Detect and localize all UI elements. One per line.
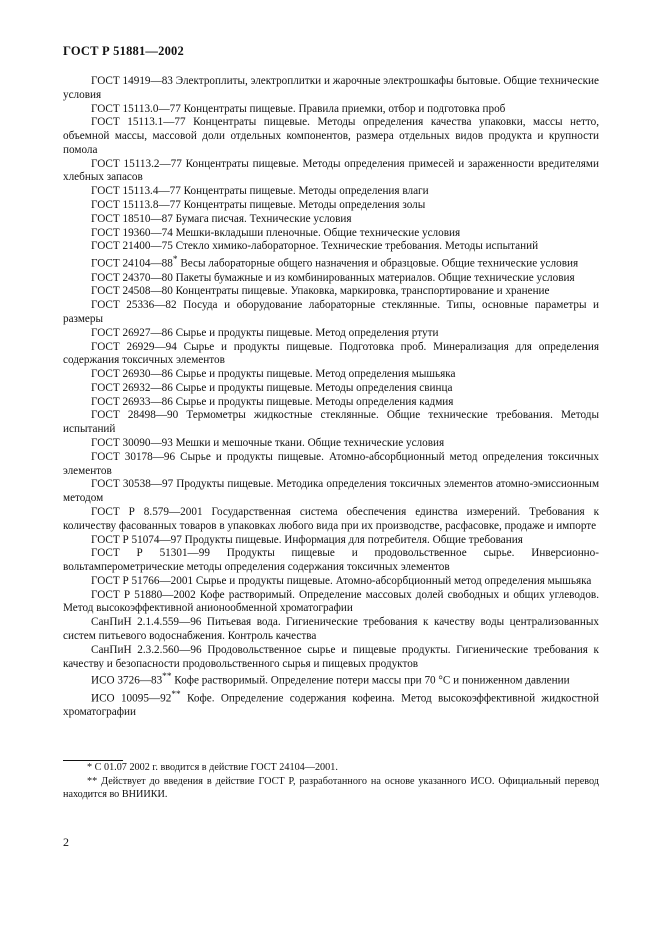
reference-code: ГОСТ 19360—74	[91, 226, 173, 239]
reference-item	[63, 227, 599, 241]
reference-item	[63, 644, 599, 672]
reference-title: Продовольственное сырье и пищевые продукты. Гигиенические требования к качеству и безопасности продовольственного сырья и пищевых продуктов	[63, 643, 599, 670]
reference-title: Кофе растворимый. Определение массовых долей свободных и общих углеводов. Метод высокоэффективной анионообменной хроматографии	[63, 588, 600, 615]
reference-title: Посуда и оборудование лабораторные стеклянные. Типы, основные параметры и размеры	[63, 299, 600, 326]
reference-code: ГОСТ Р 8.579—2001	[91, 505, 203, 518]
reference-title: Продукты пищевые и продовольственное сырье. Инверсионно-вольтамперометрические методы определения содержания токсичных элементов	[63, 547, 599, 574]
reference-code: ГОСТ 24370—80	[91, 271, 173, 284]
reference-title: Мешки и мешочные ткани. Общие технические условия	[175, 437, 445, 450]
reference-code: ГОСТ 15113.2—77	[91, 157, 182, 170]
reference-item	[63, 478, 599, 506]
reference-code: ГОСТ Р 51766—2001	[91, 574, 194, 587]
reference-code: ГОСТ 21400—75	[91, 240, 173, 253]
reference-item	[63, 75, 599, 103]
reference-code: ГОСТ 18510—87	[91, 212, 173, 225]
reference-item	[63, 575, 599, 589]
footnote-2: ** Действует до введения в действие ГОСТ Р, разработанного на основе указанного ИСО. Официальный перевод находится во ВНИИКИ.	[63, 776, 599, 800]
reference-item	[63, 616, 599, 644]
reference-code: ГОСТ Р 51074—97	[91, 533, 182, 546]
reference-code: ГОСТ 15113.1—77	[91, 116, 186, 129]
reference-title: Концентраты пищевые. Упаковка, маркировка, транспортирование и хранение	[175, 285, 550, 298]
reference-code: ИСО 3726—83	[91, 675, 163, 688]
footnote-marker: **	[162, 672, 172, 683]
reference-title: Пакеты бумажные и из комбинированных материалов. Общие технические условия	[175, 271, 575, 284]
footnote-marker: **	[171, 689, 181, 700]
reference-item	[63, 506, 599, 534]
reference-title: Сырье и продукты пищевые. Метод определения мышьяка	[175, 368, 456, 381]
reference-title: Концентраты пищевые. Правила приемки, отбор и подготовка проб	[183, 102, 506, 115]
reference-title: Весы лабораторные общего назначения и образцовые. Общие технические условия	[180, 257, 579, 270]
reference-item	[63, 451, 599, 479]
footnote-marker: *	[172, 255, 178, 266]
reference-title: Бумага писчая. Технические условия	[175, 212, 352, 225]
reference-title: Сырье и продукты пищевые. Атомно-абсорбционный метод определения токсичных элементов	[63, 450, 599, 477]
reference-code: ГОСТ 24508—80	[91, 285, 173, 298]
reference-item	[63, 589, 599, 617]
reference-title: Продукты пищевые. Методика определения токсичных элементов атомно-эмиссионным методом	[63, 478, 600, 505]
reference-title: Государственная система обеспечения единства измерений. Требования к количеству фасованных товаров в упаковках любого вида при их производстве, расфасовке, продаже и импорте	[63, 505, 600, 532]
reference-code: ГОСТ Р 51880—2002	[91, 588, 196, 601]
reference-code: СанПиН 2.3.2.560—96	[91, 643, 202, 656]
reference-title: Термометры жидкостные стеклянные. Общие технические требования. Методы испытаний	[63, 409, 599, 436]
reference-code: ГОСТ 30178—96	[91, 450, 176, 463]
reference-title: Концентраты пищевые. Методы определения влаги	[183, 185, 429, 198]
reference-title: Концентраты пищевые. Методы определения золы	[183, 199, 426, 212]
reference-item	[63, 213, 599, 227]
reference-item	[63, 116, 599, 157]
reference-item	[63, 327, 599, 341]
reference-title: Мешки-вкладыши пленочные. Общие технические условия	[175, 226, 461, 239]
reference-title: Кофе растворимый. Определение потери массы при 70 °С и пониженном давлении	[174, 675, 570, 688]
reference-code: ГОСТ 26933—86	[91, 395, 173, 408]
reference-code: ГОСТ 26929—94	[91, 340, 177, 353]
reference-item	[63, 547, 599, 575]
reference-title: Концентраты пищевые. Методы определения примесей и зараженности вредителями хлебных запасов	[63, 157, 600, 184]
reference-item	[63, 240, 599, 254]
reference-item	[63, 254, 599, 272]
reference-item	[63, 272, 599, 286]
reference-title: Продукты пищевые. Информация для потребителя. Общие требования	[184, 533, 523, 546]
reference-title: Концентраты пищевые. Методы определения качества упаковки, массы нетто, объемной массы, массовой доли отдельных компонентов, размера отдельных видов продукта и крупности помола	[63, 116, 599, 156]
reference-item	[63, 103, 599, 117]
reference-title: Стекло химико-лабораторное. Технические требования. Методы испытаний	[175, 240, 539, 253]
reference-item	[63, 382, 599, 396]
reference-code: ГОСТ 15113.8—77	[91, 199, 181, 212]
reference-item	[63, 437, 599, 451]
reference-item	[63, 158, 599, 186]
reference-item	[63, 185, 599, 199]
reference-code: ГОСТ 30538—97	[91, 478, 174, 491]
reference-item	[63, 368, 599, 382]
reference-code: ГОСТ 15113.0—77	[91, 102, 181, 115]
reference-code: ГОСТ 14919—83	[91, 75, 173, 87]
reference-code: СанПиН 2.1.4.559—96	[91, 616, 202, 629]
reference-title: Сырье и продукты пищевые. Метод определения ртути	[175, 326, 439, 339]
reference-item	[63, 671, 599, 689]
page-number: 2	[63, 835, 69, 849]
reference-code: ГОСТ 28498—90	[91, 409, 179, 422]
reference-code: ГОСТ Р 51301—99	[91, 547, 210, 560]
reference-title: Кофе. Определение содержания кофеина. Метод высокоэффективной жидкостной хроматографии	[63, 692, 600, 719]
reference-item	[63, 299, 599, 327]
reference-title: Электроплиты, электроплитки и жарочные электрошкафы бытовые. Общие технические условия	[63, 75, 600, 101]
reference-item	[63, 199, 599, 213]
reference-code: ГОСТ 24104—88	[91, 257, 173, 270]
reference-item	[63, 285, 599, 299]
reference-code: ГОСТ 26932—86	[91, 381, 173, 394]
reference-item	[63, 689, 599, 720]
reference-title: Сырье и продукты пищевые. Методы определения свинца	[175, 381, 453, 394]
footnote-1: * С 01.07 2002 г. вводится в действие ГОСТ 24104—2001.	[87, 762, 338, 773]
reference-item	[63, 341, 599, 369]
reference-code: ГОСТ 25336—82	[91, 299, 177, 312]
reference-code: ГОСТ 26927—86	[91, 326, 173, 339]
reference-title: Сырье и продукты пищевые. Атомно-абсорбционный метод определения мышьяка	[195, 574, 592, 587]
reference-title: Сырье и продукты пищевые. Подготовка проб. Минерализация для определения содержания токсичных элементов	[63, 340, 600, 367]
reference-code: ГОСТ 26930—86	[91, 368, 173, 381]
reference-item	[63, 409, 599, 437]
reference-title: Сырье и продукты пищевые. Методы определения кадмия	[175, 395, 454, 408]
reference-code: ГОСТ 15113.4—77	[91, 185, 181, 198]
reference-item	[63, 534, 599, 548]
reference-code: ГОСТ 30090—93	[91, 437, 173, 450]
reference-title: Питьевая вода. Гигиенические требования к качеству воды централизованных систем питьевого водоснабжения. Контроль качества	[63, 616, 600, 642]
reference-item	[63, 396, 599, 410]
reference-code: ИСО 10095—92	[91, 692, 172, 705]
normative-references-list	[63, 75, 599, 720]
page-header-title: ГОСТ Р 51881—2002	[63, 44, 184, 58]
